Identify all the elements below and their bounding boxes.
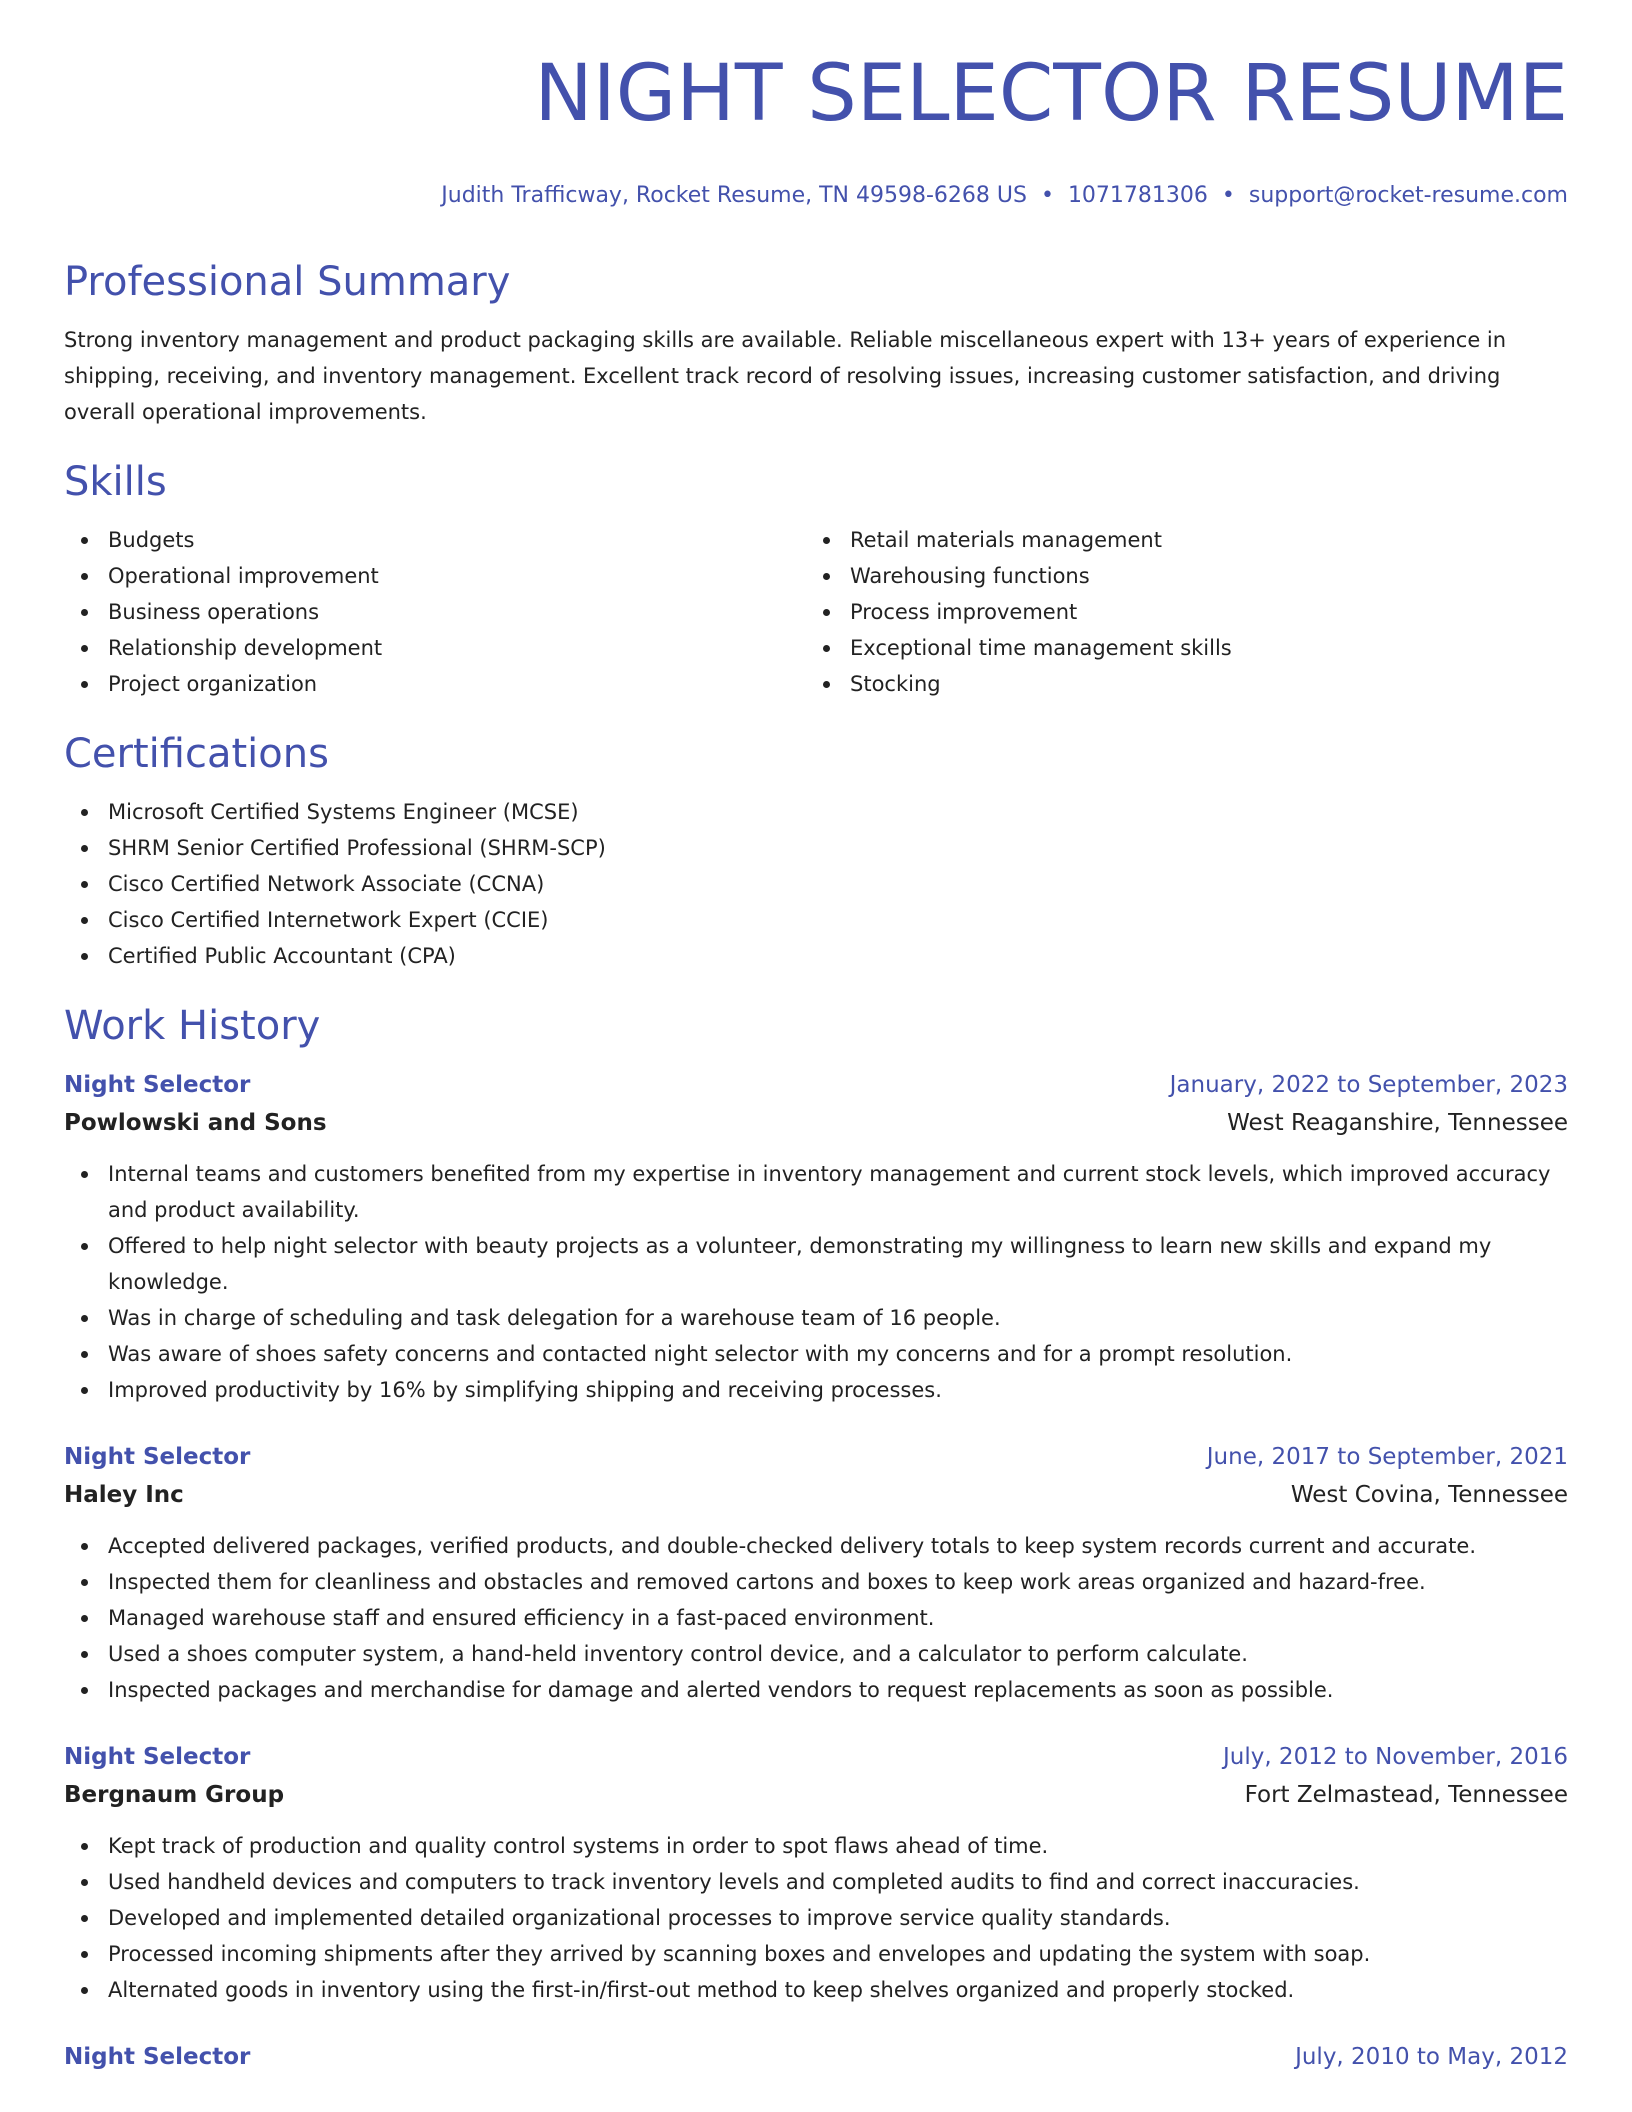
contact-separator: • [1040,183,1054,208]
skills-grid [64,522,1568,702]
job-entry [64,1438,1568,1708]
job-company: Powlowski and Sons [64,1110,327,1136]
work-history-heading: Work History [64,1003,321,1049]
skill-item: Process improvement [806,594,1548,630]
job-title: Night Selector [64,2044,251,2070]
job-entry [64,1066,1568,1408]
job-company: Bergnaum Group [64,1782,285,1808]
job-bullet: Inspected them for cleanliness and obstacles and removed cartons and boxes to keep work areas organized and hazard-free. [64,1564,1568,1600]
skill-item: Project organization [64,666,806,702]
skill-item: Retail materials management [806,522,1548,558]
job-bullet: Developed and implemented detailed organizational processes to improve service quality standards. [64,1900,1568,1936]
skill-item: Relationship development [64,630,806,666]
job-dates: July, 2012 to November, 2016 [1222,1744,1568,1770]
certifications-heading: Certifications [64,731,329,777]
skill-item: Business operations [64,594,806,630]
summary-heading: Professional Summary [64,259,511,305]
job-title-row [64,1738,1568,1776]
skills-list-left [64,522,806,702]
job-location: West Covina, Tennessee [1290,1482,1568,1508]
job-bullet: Accepted delivered packages, verified products, and double-checked delivery totals to keep system records current and accurate. [64,1528,1568,1564]
resume-content [64,260,1568,2106]
job-bullet: Used a shoes computer system, a hand-held inventory control device, and a calculator to perform calculate. [64,1636,1568,1672]
job-title: Night Selector [64,1744,251,1770]
job-company-row [64,1476,1568,1514]
job-bullet: Inspected packages and merchandise for damage and alerted vendors to request replacements as soon as possible. [64,1672,1568,1708]
skill-item: Warehousing functions [806,558,1548,594]
certification-item: Certified Public Accountant (CPA) [64,938,1568,974]
skill-item: Budgets [64,522,806,558]
job-bullet: Used handheld devices and computers to track inventory levels and completed audits to find and correct inaccuracies. [64,1864,1568,1900]
work-history-section [64,1004,1568,2076]
skills-heading: Skills [64,459,167,505]
skill-item: Exceptional time management skills [806,630,1548,666]
contact-address: Judith Trafficway, Rocket Resume, TN 49598-6268 US [441,183,1027,208]
job-title-row [64,1438,1568,1476]
job-company-row [64,1776,1568,1814]
contact-email[interactable]: support@rocket-resume.com [1248,183,1568,208]
contact-separator: • [1221,183,1235,208]
job-dates: January, 2022 to September, 2023 [1169,1072,1568,1098]
job-bullet: Was aware of shoes safety concerns and contacted night selector with my concerns and for a prompt resolution. [64,1336,1568,1372]
job-bullet: Offered to help night selector with beauty projects as a volunteer, demonstrating my willingness to learn new skills and expand my knowledge. [64,1228,1568,1300]
job-company: Haley Inc [64,1482,184,1508]
job-bullet: Processed incoming shipments after they arrived by scanning boxes and envelopes and updating the system with soap. [64,1936,1568,1972]
job-bullets [64,1528,1568,1708]
summary-text: Strong inventory management and product packaging skills are available. Reliable miscellaneous expert with 13+ years of experience in shipping, receiving, and inventory management. Excellent track record of resolving issues, increasing customer satisfaction, and driving overall operational improvements. [64,328,1507,424]
job-bullet: Kept track of production and quality control systems in order to spot flaws ahead of time. [64,1828,1568,1864]
resume-title: NIGHT SELECTOR RESUME [534,49,1568,139]
job-bullets [64,1828,1568,2008]
contact-line [441,183,1568,208]
job-bullets [64,1156,1568,1408]
job-dates: July, 2010 to May, 2012 [1295,2044,1568,2070]
skill-item: Stocking [806,666,1548,702]
certifications-list [64,794,1568,974]
job-company-row [64,1104,1568,1142]
job-bullet: Managed warehouse staff and ensured efficiency in a fast-paced environment. [64,1600,1568,1636]
certification-item: Cisco Certified Internetwork Expert (CCIE) [64,902,1568,938]
job-bullet: Was in charge of scheduling and task delegation for a warehouse team of 16 people. [64,1300,1568,1336]
skill-item: Operational improvement [64,558,806,594]
job-entry [64,1738,1568,2008]
job-entry-partial [64,2038,1568,2076]
summary-section [64,260,1568,430]
job-title: Night Selector [64,1444,251,1470]
job-bullet: Alternated goods in inventory using the first-in/first-out method to keep shelves organized and properly stocked. [64,1972,1568,2008]
job-bullet: Improved productivity by 16% by simplifying shipping and receiving processes. [64,1372,1568,1408]
contact-phone: 1071781306 [1067,183,1208,208]
job-location: Fort Zelmastead, Tennessee [1244,1782,1568,1808]
certifications-section [64,732,1568,974]
certification-item: Cisco Certified Network Associate (CCNA) [64,866,1568,902]
certification-item: Microsoft Certified Systems Engineer (MCSE) [64,794,1568,830]
job-title: Night Selector [64,1072,251,1098]
skills-section [64,460,1568,702]
skills-list-right [806,522,1548,702]
job-title-row [64,1066,1568,1104]
job-bullet: Internal teams and customers benefited from my expertise in inventory management and current stock levels, which improved accuracy and product availability. [64,1156,1568,1228]
job-title-row [64,2038,1568,2076]
certification-item: SHRM Senior Certified Professional (SHRM-SCP) [64,830,1568,866]
job-dates: June, 2017 to September, 2021 [1206,1444,1568,1470]
job-location: West Reaganshire, Tennessee [1227,1110,1568,1136]
